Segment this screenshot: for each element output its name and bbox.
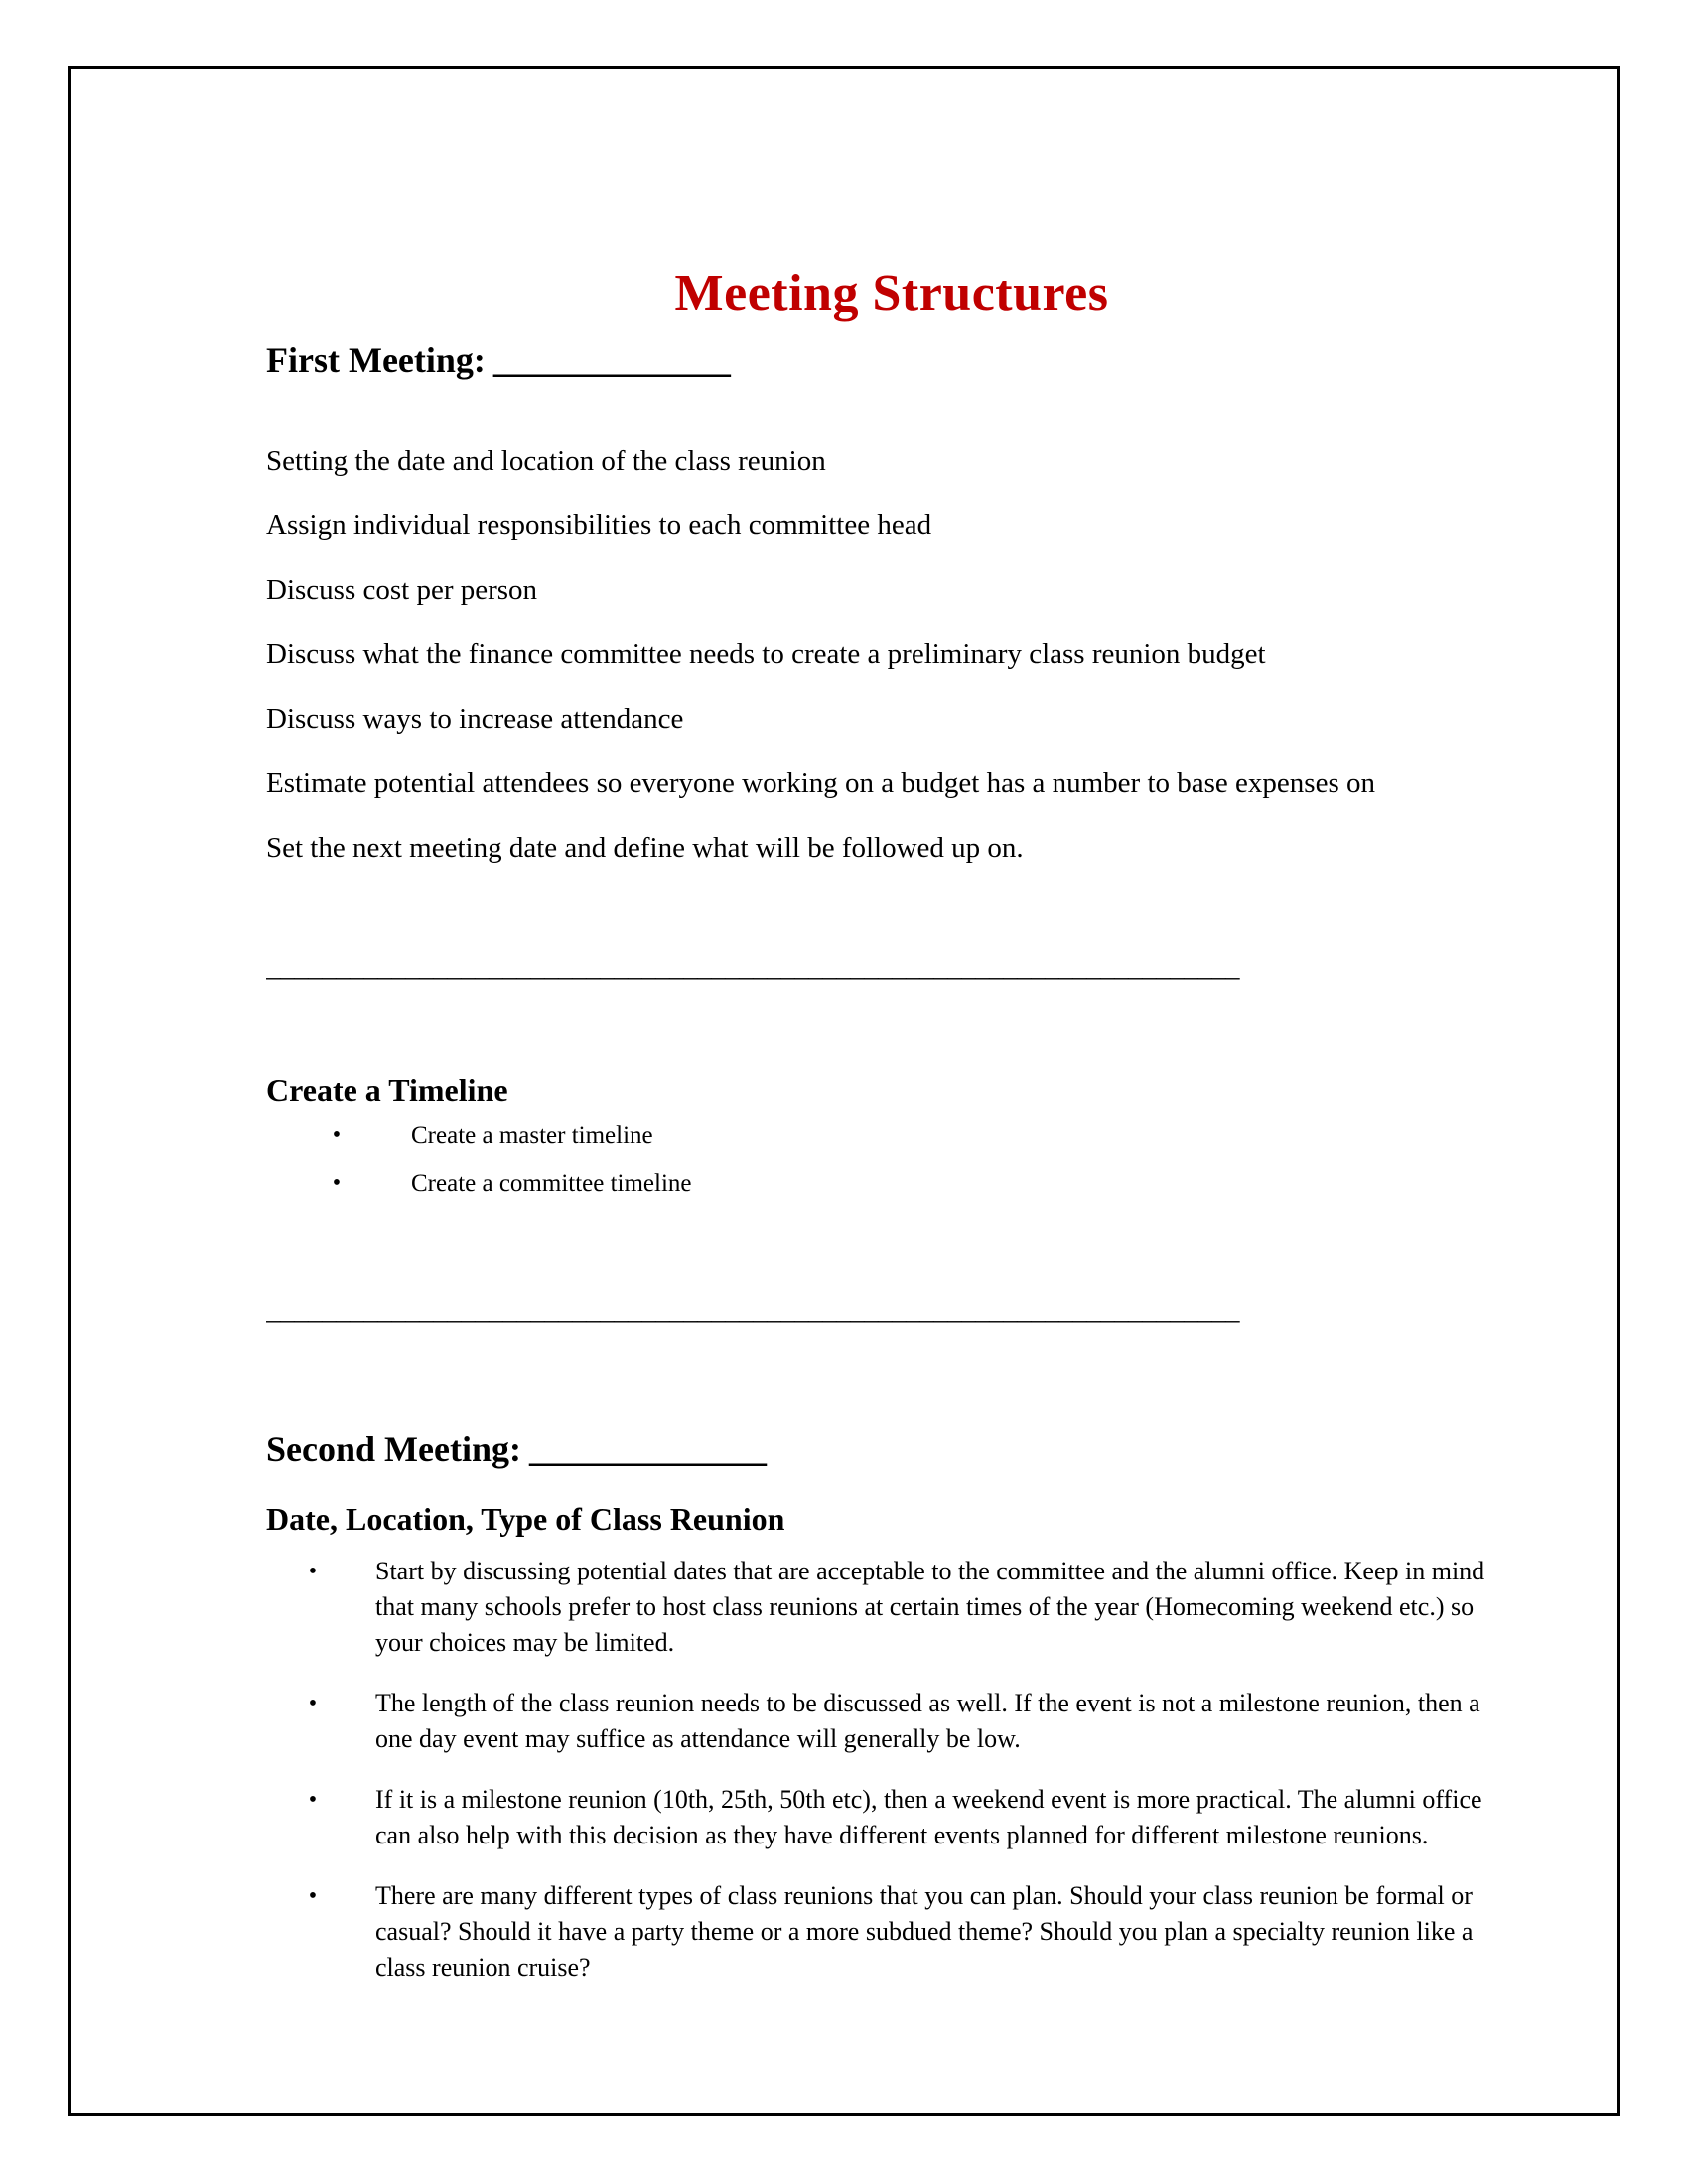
first-meeting-item: Estimate potential attendees so everyone working on a budget has a number to base expenses on — [266, 767, 1375, 799]
document-content — [266, 264, 1517, 2010]
section-divider-one: ______________________________________________________________________ — [266, 951, 1239, 983]
heading-first-meeting-blank: ______________ — [485, 341, 730, 380]
first-meeting-item: Discuss what the finance committee needs to create a preliminary class reunion budget — [266, 638, 1266, 670]
spacer — [266, 1327, 1517, 1413]
page-title: Meeting Structures — [674, 265, 1109, 322]
spacer — [266, 892, 1517, 950]
page-border-frame — [68, 66, 1620, 2116]
first-meeting-item: Set the next meeting date and define what will be followed up on. — [266, 832, 1024, 864]
first-meeting-item: Assign individual responsibilities to each committee head — [266, 509, 932, 541]
list-item — [266, 1111, 1517, 1160]
heading-second-meeting-blank: ______________ — [520, 1430, 766, 1469]
list-item — [266, 1878, 1517, 1985]
section-divider-two: ______________________________________________________________________ — [266, 1295, 1239, 1326]
timeline-bullet-list — [266, 1111, 1517, 1208]
spacer — [266, 1208, 1517, 1294]
heading-second-meeting-label: Second Meeting: — [266, 1430, 521, 1469]
list-item — [266, 1686, 1517, 1757]
heading-first-meeting-label: First Meeting: — [266, 341, 486, 380]
bullet-icon: • — [308, 1559, 318, 1584]
first-meeting-item: Setting the date and location of the class reunion — [266, 445, 826, 477]
heading-date-location-type: Date, Location, Type of Class Reunion — [266, 1501, 785, 1537]
bullet-icon: • — [332, 1170, 342, 1196]
bullet-icon: • — [308, 1787, 318, 1813]
list-item-label: There are many different types of class reunions that you can plan. Should your class reunion be formal or casual? Should it have a party theme or a more subdued theme? Should you plan a specialty reunion like a class reunion cruise? — [375, 1881, 1474, 1981]
heading-first-meeting — [266, 338, 1517, 383]
list-item-label: The length of the class reunion needs to be discussed as well. If the event is not a milestone reunion, then a one day event may suffice as attendance will generally be low. — [375, 1689, 1480, 1753]
spacer — [266, 1472, 1517, 1498]
heading-create-a-timeline: Create a Timeline — [266, 1072, 508, 1108]
first-meeting-item: Discuss cost per person — [266, 574, 538, 606]
heading-second-meeting — [266, 1427, 1517, 1472]
first-meeting-item: Discuss ways to increase attendance — [266, 703, 684, 735]
bullet-icon: • — [308, 1691, 318, 1716]
list-item — [266, 1554, 1517, 1661]
list-item-label: Create a master timeline — [411, 1122, 653, 1149]
list-item-label: Create a committee timeline — [411, 1170, 692, 1197]
list-item-label: Start by discussing potential dates that are acceptable to the committee and the alumni office. Keep in mind that many schools prefer to host class reunions at certain times of the year (Homecoming weekend etc.) so your choices may be limited. — [375, 1557, 1485, 1657]
bullet-icon: • — [308, 1883, 318, 1909]
list-item — [266, 1160, 1517, 1208]
spacer — [266, 383, 1517, 441]
bullet-icon: • — [332, 1122, 342, 1148]
list-item — [266, 1782, 1517, 1853]
list-item-label: If it is a milestone reunion (10th, 25th, 50th etc), then a weekend event is more practical. The alumni office can also help with this decision as they have different events planned for different milestone reunions. — [375, 1785, 1482, 1849]
spacer — [266, 984, 1517, 1069]
second-meeting-bullet-list — [266, 1554, 1517, 1985]
